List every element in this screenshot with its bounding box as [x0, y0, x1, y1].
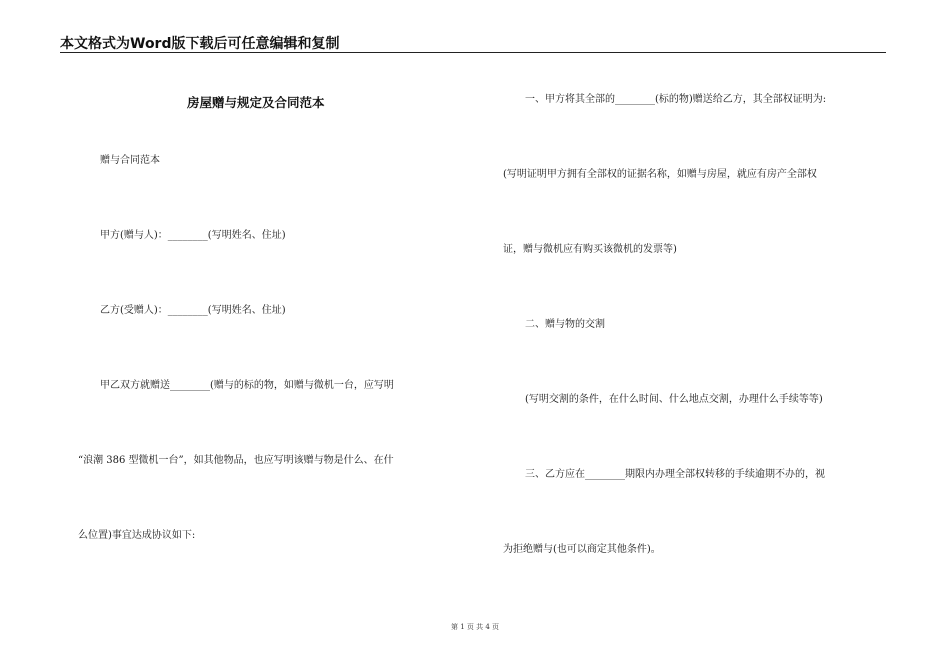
left-paragraph-5: “浪潮 386 型微机一台”，如其他物品，也应写明该赠与物是什么、在什 [78, 455, 394, 466]
right-paragraph-7: 为拒绝赠与(也可以商定其他条件)。 [503, 544, 661, 555]
left-paragraph-6: 么位置)事宜达成协议如下: [78, 530, 196, 541]
page-number-footer: 第 1 页 共 4 页 [450, 623, 500, 631]
header-divider [60, 52, 886, 53]
document-title: 房屋赠与规定及合同范本 [187, 95, 325, 110]
left-paragraph-4: 甲乙双方就赠送________(赠与的标的物，如赠与微机一台，应写明 [100, 380, 394, 391]
right-paragraph-4: 二、赠与物的交割 [525, 319, 605, 330]
right-paragraph-1: 一、甲方将其全部的________(标的物)赠送给乙方，其全部权证明为: [525, 94, 827, 105]
left-paragraph-3: 乙方(受赠人)：________(写明姓名、住址) [100, 305, 286, 316]
right-paragraph-6: 三、乙方应在________期限内办理全部权转移的手续逾期不办的，视 [525, 469, 825, 480]
left-paragraph-2: 甲方(赠与人)：________(写明姓名、住址) [100, 230, 286, 241]
right-paragraph-5: (写明交割的条件，在什么时间、什么地点交割，办理什么手续等等) [525, 394, 823, 405]
right-paragraph-2: (写明证明甲方拥有全部权的证据名称，如赠与房屋，就应有房产全部权 [503, 169, 817, 180]
left-paragraph-1: 赠与合同范本 [100, 155, 160, 166]
document-header-title: 本文格式为Word版下载后可任意编辑和复制 [60, 36, 340, 52]
right-paragraph-3: 证，赠与微机应有购买该微机的发票等) [503, 244, 677, 255]
